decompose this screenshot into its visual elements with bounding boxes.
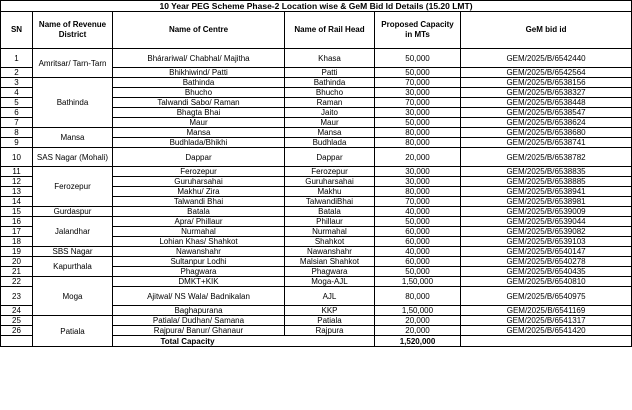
- cell-sn: 22: [1, 277, 33, 287]
- cell-bid-id: GEM/2025/B/6540975: [461, 287, 632, 306]
- cell-rail-head: Phagwara: [285, 267, 375, 277]
- cell-bid-id: GEM/2025/B/6538156: [461, 78, 632, 88]
- cell-district: SAS Nagar (Mohali): [33, 148, 113, 167]
- cell-rail-head: Moga-AJL: [285, 277, 375, 287]
- cell-sn: 13: [1, 187, 33, 197]
- cell-centre: Talwandi Sabo/ Raman: [113, 98, 285, 108]
- cell-district: Jalandhar: [33, 217, 113, 247]
- cell-rail-head: Rajpura: [285, 326, 375, 336]
- total-label: Total Capacity: [1, 336, 375, 347]
- cell-rail-head: Nurmahal: [285, 227, 375, 237]
- cell-bid-id: GEM/2025/B/6538981: [461, 197, 632, 207]
- total-empty-cell: [461, 336, 632, 347]
- cell-sn: 1: [1, 49, 33, 68]
- cell-centre: Bhikhiwind/ Patti: [113, 68, 285, 78]
- cell-sn: 19: [1, 247, 33, 257]
- cell-capacity: 50,000: [375, 49, 461, 68]
- cell-capacity: 60,000: [375, 237, 461, 247]
- cell-centre: Maur: [113, 118, 285, 128]
- cell-bid-id: GEM/2025/B/6538941: [461, 187, 632, 197]
- cell-capacity: 40,000: [375, 247, 461, 257]
- cell-rail-head: KKP: [285, 306, 375, 316]
- table-row: [1, 277, 632, 287]
- cell-bid-id: GEM/2025/B/6538885: [461, 177, 632, 187]
- table-title: 10 Year PEG Scheme Phase-2 Location wise & GeM Bid Id Details (15.20 LMT): [1, 1, 632, 12]
- cell-sn: 8: [1, 128, 33, 138]
- cell-rail-head: AJL: [285, 287, 375, 306]
- cell-centre: Phagwara: [113, 267, 285, 277]
- cell-centre: Batala: [113, 207, 285, 217]
- cell-rail-head: Makhu: [285, 187, 375, 197]
- cell-rail-head: Patiala: [285, 316, 375, 326]
- cell-bid-id: GEM/2025/B/6538624: [461, 118, 632, 128]
- table-row: [1, 257, 632, 267]
- table-row: [1, 148, 632, 167]
- cell-district: Gurdaspur: [33, 207, 113, 217]
- cell-capacity: 60,000: [375, 227, 461, 237]
- header-bid-id: GeM bid id: [461, 12, 632, 49]
- cell-sn: 23: [1, 287, 33, 306]
- cell-centre: Guruharsahai: [113, 177, 285, 187]
- cell-bid-id: GEM/2025/B/6540147: [461, 247, 632, 257]
- cell-capacity: 1,50,000: [375, 306, 461, 316]
- cell-capacity: 50,000: [375, 217, 461, 227]
- cell-bid-id: GEM/2025/B/6542440: [461, 49, 632, 68]
- cell-centre: Bhagta Bhai: [113, 108, 285, 118]
- cell-centre: Baghapurana: [113, 306, 285, 316]
- cell-sn: 9: [1, 138, 33, 148]
- cell-rail-head: Jaito: [285, 108, 375, 118]
- cell-capacity: 70,000: [375, 197, 461, 207]
- cell-bid-id: GEM/2025/B/6538547: [461, 108, 632, 118]
- cell-capacity: 30,000: [375, 177, 461, 187]
- cell-district: Mansa: [33, 128, 113, 148]
- cell-centre: Lohian Khas/ Shahkot: [113, 237, 285, 247]
- cell-bid-id: GEM/2025/B/6542564: [461, 68, 632, 78]
- table-row: [1, 78, 632, 88]
- cell-centre: Nawanshahr: [113, 247, 285, 257]
- cell-centre: Patiala/ Dudhan/ Samana: [113, 316, 285, 326]
- cell-sn: 16: [1, 217, 33, 227]
- cell-centre: Talwandi Bhai: [113, 197, 285, 207]
- table-row: [1, 247, 632, 257]
- cell-centre: Ferozepur: [113, 167, 285, 177]
- cell-capacity: 80,000: [375, 138, 461, 148]
- cell-district: Amritsar/ Tarn-Tarn: [33, 49, 113, 78]
- header-rail-head: Name of Rail Head: [285, 12, 375, 49]
- cell-bid-id: GEM/2025/B/6538448: [461, 98, 632, 108]
- cell-capacity: 70,000: [375, 78, 461, 88]
- cell-sn: 4: [1, 88, 33, 98]
- table-row: [1, 207, 632, 217]
- cell-capacity: 30,000: [375, 108, 461, 118]
- cell-capacity: 70,000: [375, 98, 461, 108]
- cell-rail-head: TalwandiBhai: [285, 197, 375, 207]
- cell-sn: 7: [1, 118, 33, 128]
- cell-sn: 20: [1, 257, 33, 267]
- table-row: [1, 167, 632, 177]
- cell-centre: Nurmahal: [113, 227, 285, 237]
- cell-rail-head: Batala: [285, 207, 375, 217]
- cell-centre: Dappar: [113, 148, 285, 167]
- cell-capacity: 30,000: [375, 167, 461, 177]
- header-sn: SN: [1, 12, 33, 49]
- cell-capacity: 30,000: [375, 88, 461, 98]
- header-district: Name of Revenue District: [33, 12, 113, 49]
- cell-capacity: 1,50,000: [375, 277, 461, 287]
- cell-bid-id: GEM/2025/B/6540435: [461, 267, 632, 277]
- cell-district: Patiala: [33, 316, 113, 347]
- cell-rail-head: Ferozepur: [285, 167, 375, 177]
- cell-sn: 17: [1, 227, 33, 237]
- cell-capacity: 20,000: [375, 316, 461, 326]
- cell-capacity: 20,000: [375, 326, 461, 336]
- cell-capacity: 40,000: [375, 207, 461, 217]
- table-row: [1, 49, 632, 68]
- cell-district: Bathinda: [33, 78, 113, 128]
- cell-sn: 14: [1, 197, 33, 207]
- cell-bid-id: GEM/2025/B/6538835: [461, 167, 632, 177]
- cell-centre: Makhu/ Zira: [113, 187, 285, 197]
- cell-sn: 6: [1, 108, 33, 118]
- cell-capacity: 50,000: [375, 118, 461, 128]
- cell-rail-head: Shahkot: [285, 237, 375, 247]
- table-row: [1, 128, 632, 138]
- cell-rail-head: Budhlada: [285, 138, 375, 148]
- cell-rail-head: Raman: [285, 98, 375, 108]
- cell-sn: 12: [1, 177, 33, 187]
- cell-sn: 21: [1, 267, 33, 277]
- cell-capacity: 80,000: [375, 128, 461, 138]
- cell-rail-head: Malsian Shahkot: [285, 257, 375, 267]
- cell-rail-head: Nawanshahr: [285, 247, 375, 257]
- cell-sn: 11: [1, 167, 33, 177]
- cell-bid-id: GEM/2025/B/6539044: [461, 217, 632, 227]
- cell-capacity: 60,000: [375, 257, 461, 267]
- cell-rail-head: Bhucho: [285, 88, 375, 98]
- cell-bid-id: GEM/2025/B/6538327: [461, 88, 632, 98]
- cell-bid-id: GEM/2025/B/6541169: [461, 306, 632, 316]
- cell-district: Kapurthala: [33, 257, 113, 277]
- cell-centre: Bhucho: [113, 88, 285, 98]
- cell-sn: 18: [1, 237, 33, 247]
- cell-bid-id: GEM/2025/B/6540278: [461, 257, 632, 267]
- cell-capacity: 80,000: [375, 187, 461, 197]
- total-row: [1, 336, 632, 347]
- cell-rail-head: Mansa: [285, 128, 375, 138]
- cell-district: SBS Nagar: [33, 247, 113, 257]
- cell-bid-id: GEM/2025/B/6538782: [461, 148, 632, 167]
- cell-centre: Budhlada/Bhikhi: [113, 138, 285, 148]
- table-row: [1, 316, 632, 326]
- cell-bid-id: GEM/2025/B/6541420: [461, 326, 632, 336]
- cell-capacity: 50,000: [375, 267, 461, 277]
- cell-bid-id: GEM/2025/B/6539009: [461, 207, 632, 217]
- cell-centre: Ajitwal/ NS Wala/ Badnikalan: [113, 287, 285, 306]
- cell-rail-head: Guruharsahai: [285, 177, 375, 187]
- cell-bid-id: GEM/2025/B/6539103: [461, 237, 632, 247]
- cell-centre: Apra/ Phillaur: [113, 217, 285, 227]
- cell-sn: 15: [1, 207, 33, 217]
- cell-rail-head: Phillaur: [285, 217, 375, 227]
- header-centre: Name of Centre: [113, 12, 285, 49]
- cell-district: Ferozepur: [33, 167, 113, 207]
- cell-sn: 3: [1, 78, 33, 88]
- cell-centre: Bhárariwal/ Chabhal/ Majitha: [113, 49, 285, 68]
- cell-capacity: 50,000: [375, 68, 461, 78]
- cell-bid-id: GEM/2025/B/6539082: [461, 227, 632, 237]
- cell-rail-head: Dappar: [285, 148, 375, 167]
- cell-centre: Bathinda: [113, 78, 285, 88]
- cell-district: Moga: [33, 277, 113, 316]
- header-capacity: Proposed Capacity in MTs: [375, 12, 461, 49]
- cell-rail-head: Patti: [285, 68, 375, 78]
- table-row: [1, 217, 632, 227]
- cell-capacity: 20,000: [375, 148, 461, 167]
- cell-bid-id: GEM/2025/B/6538741: [461, 138, 632, 148]
- cell-rail-head: Maur: [285, 118, 375, 128]
- cell-bid-id: GEM/2025/B/6540810: [461, 277, 632, 287]
- cell-capacity: 80,000: [375, 287, 461, 306]
- cell-centre: Rajpura/ Banur/ Ghanaur: [113, 326, 285, 336]
- cell-sn: 2: [1, 68, 33, 78]
- cell-rail-head: Khasa: [285, 49, 375, 68]
- cell-sn: 5: [1, 98, 33, 108]
- cell-rail-head: Bathinda: [285, 78, 375, 88]
- cell-sn: 24: [1, 306, 33, 316]
- total-value: 1,520,000: [375, 336, 461, 347]
- cell-centre: Mansa: [113, 128, 285, 138]
- cell-bid-id: GEM/2025/B/6538680: [461, 128, 632, 138]
- cell-sn: 10: [1, 148, 33, 167]
- cell-centre: Sultanpur Lodhi: [113, 257, 285, 267]
- cell-sn: 25: [1, 316, 33, 326]
- cell-bid-id: GEM/2025/B/6541317: [461, 316, 632, 326]
- cell-centre: DMKT+KIK: [113, 277, 285, 287]
- cell-sn: 26: [1, 326, 33, 336]
